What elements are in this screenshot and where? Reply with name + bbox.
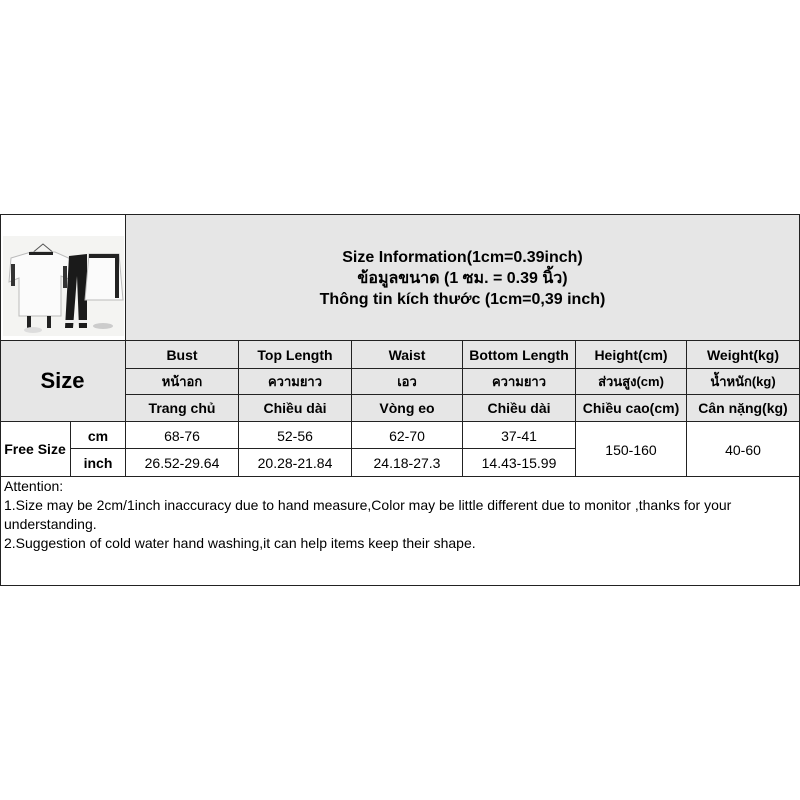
unit-inch: inch (83, 455, 113, 471)
cm-waist: 62-70 (389, 427, 425, 444)
inch-top-length: 20.28-21.84 (257, 455, 333, 471)
attention-notes (4, 477, 794, 553)
col-bust-th: หน้าอก (161, 373, 203, 389)
weight-value: 40-60 (725, 441, 761, 458)
inch-waist: 24.18-27.3 (373, 455, 441, 471)
col-bust-vi: Trang chủ (148, 400, 216, 416)
col-bust-en: Bust (166, 347, 198, 363)
v-line-free-size (70, 421, 71, 477)
h-line-header (0, 340, 800, 341)
h-line-vi (0, 421, 800, 422)
product-thumbnail (3, 236, 124, 336)
v-line-5 (686, 340, 687, 477)
attention-line-2: 2.Suggestion of cold water hand washing,it can help items keep their shape. (4, 535, 476, 551)
info-title-block (126, 244, 799, 312)
col-bottom-length-en: Bottom Length (469, 347, 569, 363)
col-weight-vi: Cân nặng(kg) (698, 400, 788, 416)
free-size-label: Free Size (4, 441, 66, 457)
attention-heading: Attention: (4, 478, 64, 494)
v-line-4 (575, 340, 576, 477)
size-label: Size (40, 368, 85, 393)
border-left (0, 214, 1, 586)
col-waist-th: เอว (397, 373, 417, 389)
col-weight-en: Weight(kg) (706, 347, 780, 363)
inch-bottom-length: 14.43-15.99 (481, 455, 557, 471)
inch-bust: 26.52-29.64 (144, 455, 220, 471)
height-value: 150-160 (605, 441, 657, 458)
border-top (0, 214, 800, 215)
col-height-en: Height(cm) (594, 347, 668, 363)
col-height-th: ส่วนสูง(cm) (598, 373, 664, 389)
cm-bust: 68-76 (164, 427, 200, 444)
cm-top-length: 52-56 (277, 427, 313, 444)
v-line-3 (462, 340, 463, 477)
h-line-cm (70, 448, 576, 449)
v-line-thumb (125, 214, 126, 477)
col-top-length-en: Top Length (257, 347, 333, 363)
attention-line-1: 1.Size may be 2cm/1inch inaccuracy due to hand measure,Color may be little different due to monitor ,thanks for your understanding. (4, 497, 736, 532)
h-line-inch (0, 476, 800, 477)
col-weight-th: น้ำหนัก(kg) (710, 373, 776, 389)
col-height-vi: Chiều cao(cm) (582, 400, 680, 416)
info-title-vi: Thông tin kích thước (1cm=0,39 inch) (319, 290, 606, 308)
v-line-2 (351, 340, 352, 477)
col-waist-vi: Vòng eo (379, 400, 435, 416)
v-line-1 (238, 340, 239, 477)
col-bottom-length-vi: Chiều dài (487, 400, 551, 416)
cm-bottom-length: 37-41 (501, 427, 537, 444)
col-top-length-th: ความยาว (267, 373, 323, 389)
col-top-length-vi: Chiều dài (263, 400, 327, 416)
col-waist-en: Waist (388, 347, 426, 363)
col-bottom-length-th: ความยาว (491, 373, 547, 389)
info-title-th: ข้อมูลขนาด (1 ซม. = 0.39 นิ้ว) (357, 269, 568, 287)
unit-cm: cm (87, 427, 109, 444)
info-title-en: Size Information(1cm=0.39inch) (342, 248, 583, 266)
size-chart (0, 214, 800, 586)
border-bottom (0, 585, 800, 586)
